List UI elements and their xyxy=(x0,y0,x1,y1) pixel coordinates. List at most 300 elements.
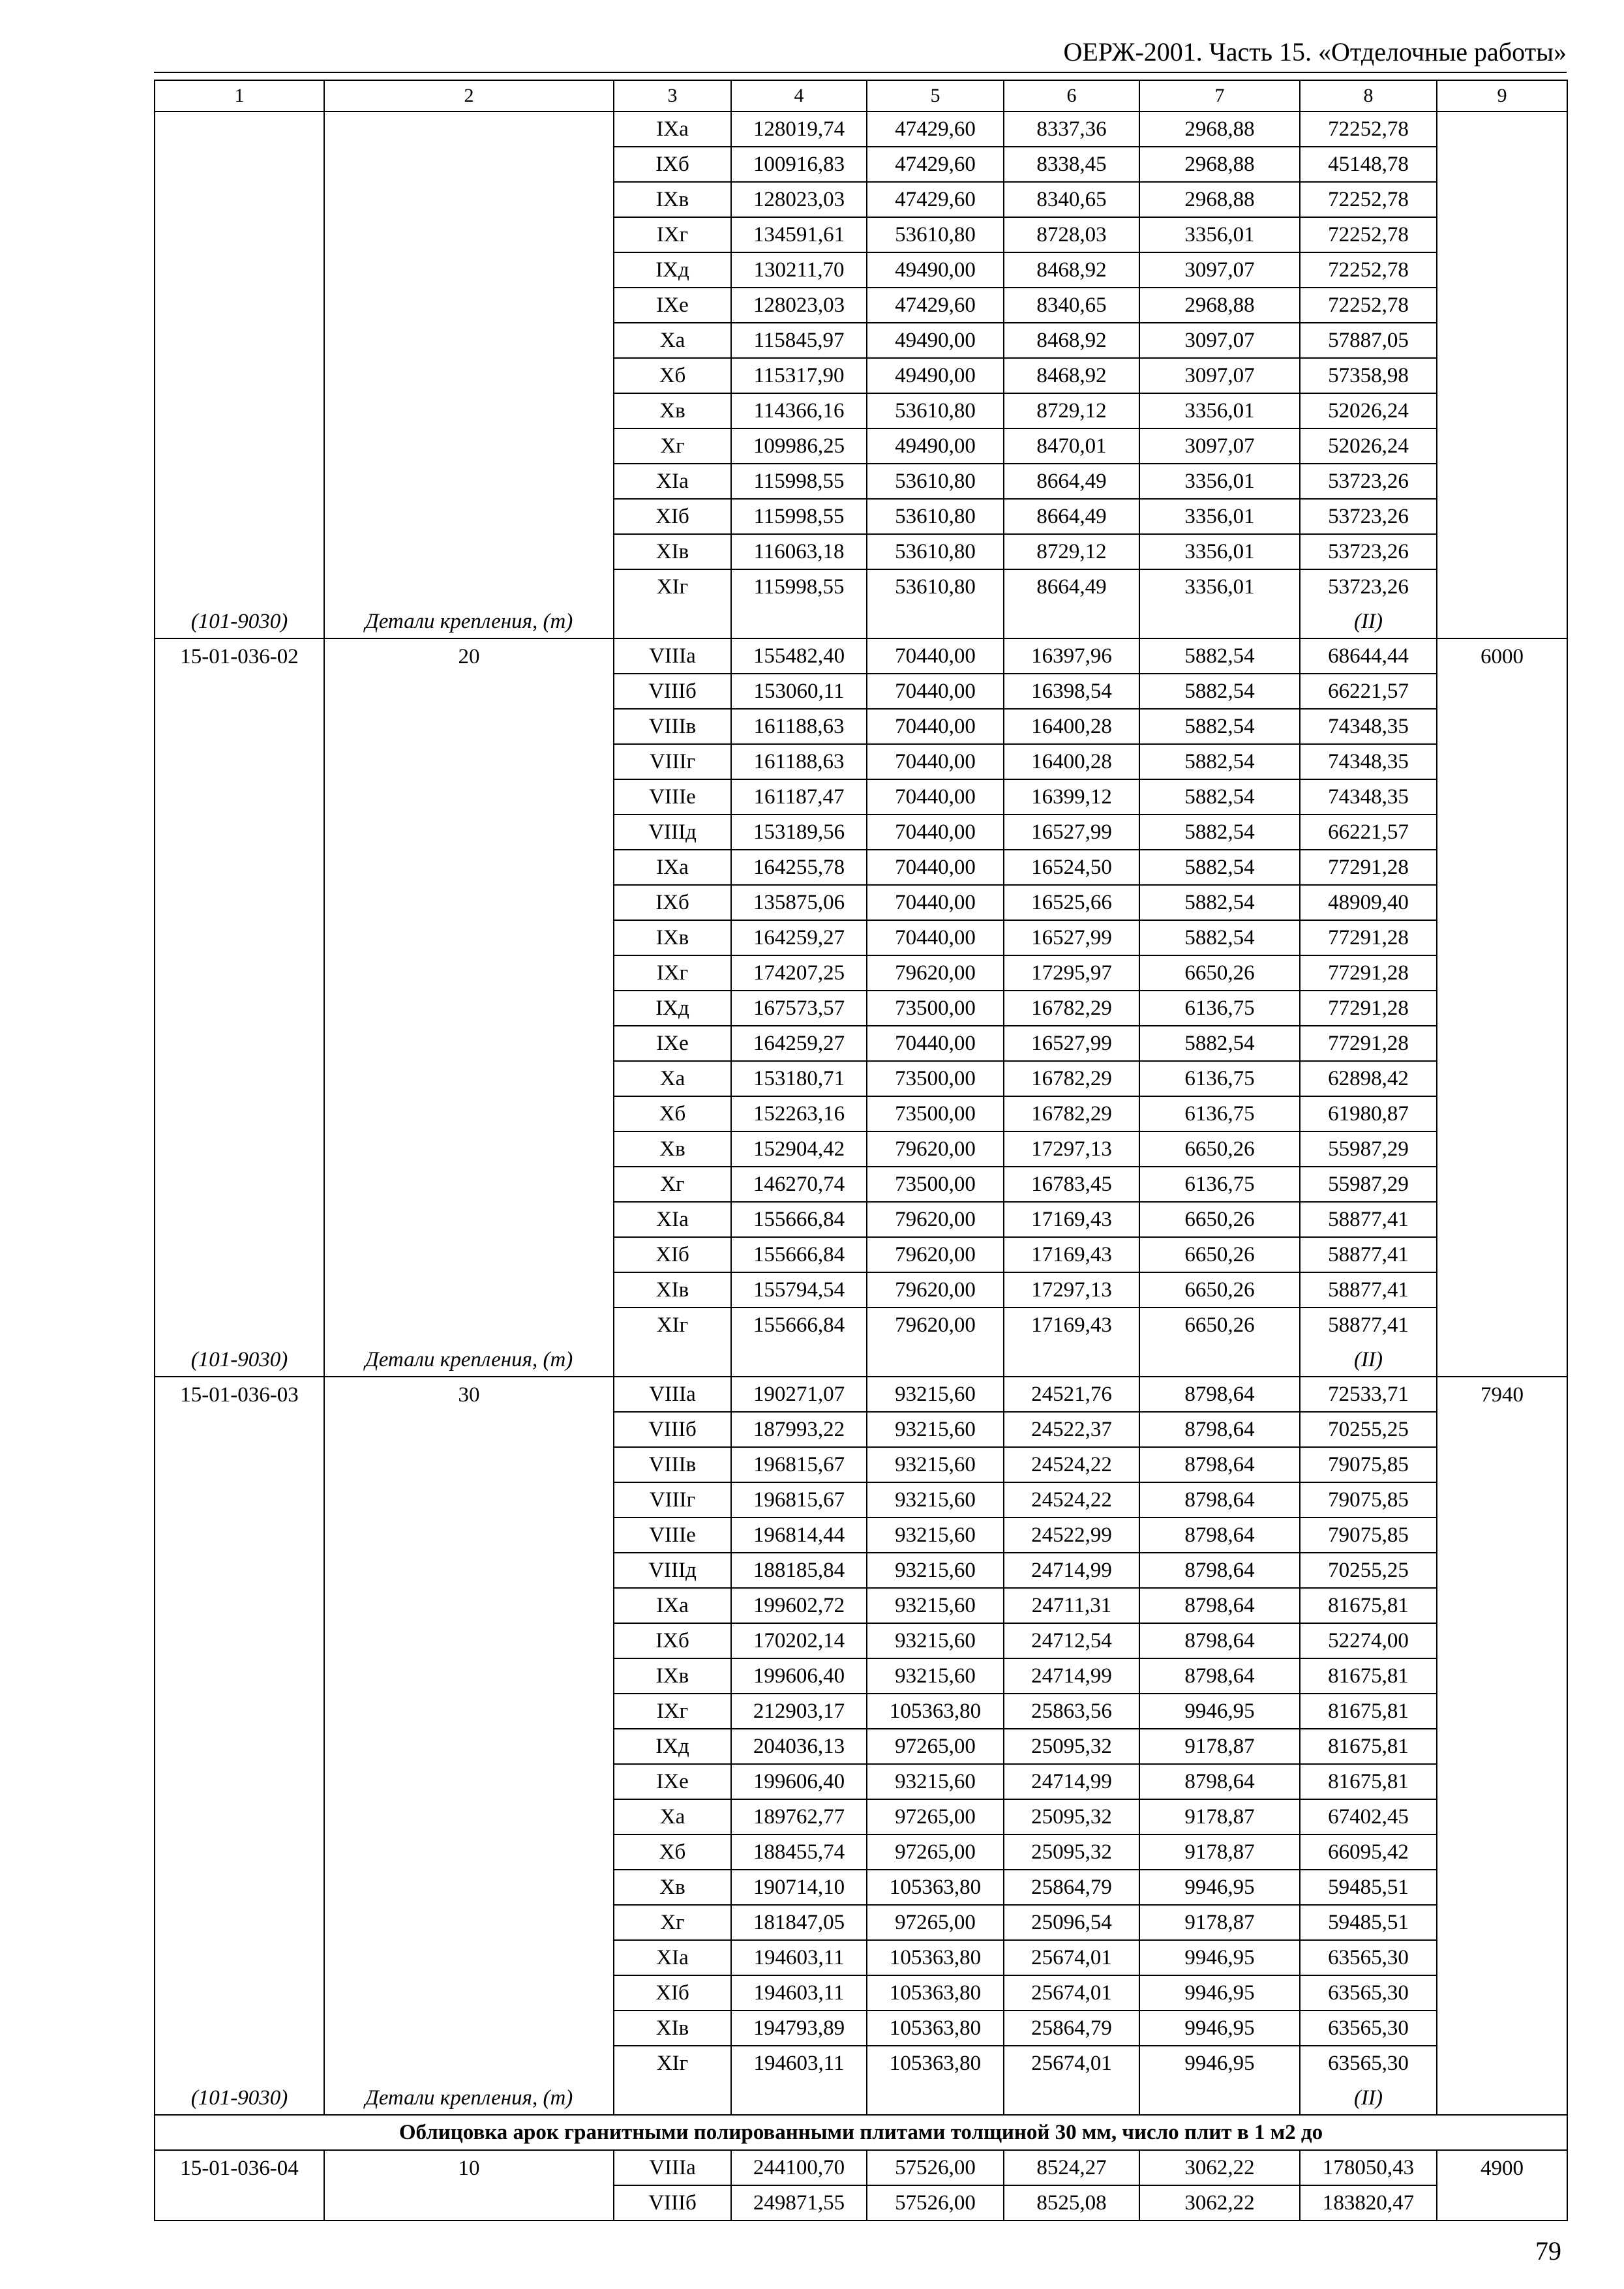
machine-cost: 8729,12 xyxy=(1004,534,1139,569)
param-value xyxy=(324,147,614,182)
machinist-wage: 2968,88 xyxy=(1139,182,1300,217)
rate-code xyxy=(155,1412,324,1447)
machine-cost: 8524,27 xyxy=(1004,2150,1139,2185)
labor-cost: 70440,00 xyxy=(867,709,1004,744)
material-cost: 53723,26 xyxy=(1300,534,1437,569)
rate-code xyxy=(155,1026,324,1061)
labor-hours xyxy=(1437,1272,1567,1308)
labor-cost: 70440,00 xyxy=(867,744,1004,779)
labor-cost: 53610,80 xyxy=(867,464,1004,499)
zone-class: XIв xyxy=(614,534,731,569)
rate-code xyxy=(155,112,324,147)
param-value: 20 xyxy=(324,638,614,674)
total-cost: 146270,74 xyxy=(731,1167,867,1202)
labor-cost: 70440,00 xyxy=(867,850,1004,885)
param-value xyxy=(324,955,614,991)
zone-class: VIIIб xyxy=(614,2185,731,2221)
labor-cost: 70440,00 xyxy=(867,674,1004,709)
total-cost: 153060,11 xyxy=(731,674,867,709)
labor-hours xyxy=(1437,1694,1567,1729)
total-cost: 199606,40 xyxy=(731,1764,867,1799)
rate-code xyxy=(155,464,324,499)
labor-cost: 70440,00 xyxy=(867,815,1004,850)
zone-class: XIг xyxy=(614,2046,731,2080)
zone-class: IXд xyxy=(614,991,731,1026)
total-cost: 114366,16 xyxy=(731,393,867,428)
labor-hours xyxy=(1437,112,1567,147)
material-cost: 58877,41 xyxy=(1300,1237,1437,1272)
total-cost: 164255,78 xyxy=(731,850,867,885)
zone-class: IXе xyxy=(614,1764,731,1799)
labor-cost: 105363,80 xyxy=(867,1975,1004,2011)
machine-cost: 25674,01 xyxy=(1004,1975,1139,2011)
empty-cell xyxy=(867,1342,1004,1377)
zone-class: VIIIг xyxy=(614,744,731,779)
machine-cost: 24522,37 xyxy=(1004,1412,1139,1447)
param-value xyxy=(324,1940,614,1975)
machinist-wage: 3097,07 xyxy=(1139,428,1300,464)
machine-cost: 17295,97 xyxy=(1004,955,1139,991)
machinist-wage: 8798,64 xyxy=(1139,1518,1300,1553)
material-cost: 81675,81 xyxy=(1300,1588,1437,1623)
zone-class: XIа xyxy=(614,1202,731,1237)
table-row xyxy=(155,393,1567,428)
param-value xyxy=(324,1061,614,1096)
machinist-wage: 3356,01 xyxy=(1139,464,1300,499)
machine-cost: 24714,99 xyxy=(1004,1658,1139,1694)
labor-cost: 105363,80 xyxy=(867,2011,1004,2046)
machinist-wage: 6650,26 xyxy=(1139,1202,1300,1237)
material-cost: 77291,28 xyxy=(1300,850,1437,885)
zone-class: IXв xyxy=(614,920,731,955)
zone-class: VIIIд xyxy=(614,815,731,850)
empty-cell xyxy=(1139,1342,1300,1377)
param-value xyxy=(324,252,614,288)
labor-hours xyxy=(1437,288,1567,323)
rate-code xyxy=(155,1623,324,1658)
labor-cost: 97265,00 xyxy=(867,1905,1004,1940)
material-cost: 62898,42 xyxy=(1300,1061,1437,1096)
machine-cost: 25095,32 xyxy=(1004,1834,1139,1870)
zone-class: VIIIд xyxy=(614,1553,731,1588)
total-cost: 155666,84 xyxy=(731,1308,867,1342)
table-row xyxy=(155,1588,1567,1623)
material-cost: 67402,45 xyxy=(1300,1799,1437,1834)
labor-hours xyxy=(1437,920,1567,955)
labor-cost: 53610,80 xyxy=(867,534,1004,569)
labor-hours xyxy=(1437,744,1567,779)
details-unit-class: (II) xyxy=(1300,604,1437,638)
zone-class: Xг xyxy=(614,1167,731,1202)
machine-cost: 25863,56 xyxy=(1004,1694,1139,1729)
total-cost: 115317,90 xyxy=(731,358,867,393)
labor-cost: 73500,00 xyxy=(867,1061,1004,1096)
rate-code xyxy=(155,1905,324,1940)
param-value xyxy=(324,1026,614,1061)
machine-cost: 16397,96 xyxy=(1004,638,1139,674)
machinist-wage: 3097,07 xyxy=(1139,323,1300,358)
total-cost: 164259,27 xyxy=(731,920,867,955)
rate-code xyxy=(155,1870,324,1905)
rate-code xyxy=(155,252,324,288)
total-cost: 188455,74 xyxy=(731,1834,867,1870)
material-cost: 81675,81 xyxy=(1300,1694,1437,1729)
param-value xyxy=(324,1764,614,1799)
total-cost: 189762,77 xyxy=(731,1799,867,1834)
table-row xyxy=(155,2046,1567,2080)
machinist-wage: 3097,07 xyxy=(1139,252,1300,288)
machine-cost: 17169,43 xyxy=(1004,1237,1139,1272)
labor-hours xyxy=(1437,182,1567,217)
total-cost: 174207,25 xyxy=(731,955,867,991)
machinist-wage: 9178,87 xyxy=(1139,1799,1300,1834)
labor-cost: 79620,00 xyxy=(867,1308,1004,1342)
zone-class: Xг xyxy=(614,428,731,464)
table-row xyxy=(155,1729,1567,1764)
column-number: 1 xyxy=(155,80,324,112)
machine-cost: 8468,92 xyxy=(1004,358,1139,393)
total-cost: 155666,84 xyxy=(731,1202,867,1237)
labor-cost: 47429,60 xyxy=(867,182,1004,217)
rate-code xyxy=(155,709,324,744)
rate-code xyxy=(155,779,324,815)
empty-cell xyxy=(614,1342,731,1377)
table-row xyxy=(155,358,1567,393)
labor-cost: 93215,60 xyxy=(867,1553,1004,1588)
machine-cost: 25095,32 xyxy=(1004,1799,1139,1834)
machinist-wage: 5882,54 xyxy=(1139,885,1300,920)
machinist-wage: 8798,64 xyxy=(1139,1447,1300,1482)
machinist-wage: 5882,54 xyxy=(1139,1026,1300,1061)
rate-code: 15-01-036-02 xyxy=(155,638,324,674)
material-cost: 72252,78 xyxy=(1300,252,1437,288)
price-table xyxy=(154,80,1568,2221)
material-cost: 58877,41 xyxy=(1300,1272,1437,1308)
rate-code xyxy=(155,815,324,850)
table-row xyxy=(155,1975,1567,2011)
labor-cost: 70440,00 xyxy=(867,1026,1004,1061)
machinist-wage: 9178,87 xyxy=(1139,1729,1300,1764)
rate-code xyxy=(155,358,324,393)
machine-cost: 8470,01 xyxy=(1004,428,1139,464)
rate-code xyxy=(155,288,324,323)
rate-code: 15-01-036-04 xyxy=(155,2150,324,2185)
labor-cost: 73500,00 xyxy=(867,1096,1004,1131)
param-value xyxy=(324,885,614,920)
material-cost: 61980,87 xyxy=(1300,1096,1437,1131)
material-cost: 59485,51 xyxy=(1300,1870,1437,1905)
material-cost: 53723,26 xyxy=(1300,499,1437,534)
table-row xyxy=(155,217,1567,252)
total-cost: 161187,47 xyxy=(731,779,867,815)
total-cost: 100916,83 xyxy=(731,147,867,182)
material-cost: 81675,81 xyxy=(1300,1658,1437,1694)
column-number: 4 xyxy=(731,80,867,112)
labor-cost: 57526,00 xyxy=(867,2185,1004,2221)
zone-class: VIIIг xyxy=(614,1482,731,1518)
empty-cell xyxy=(867,2080,1004,2115)
param-value xyxy=(324,1975,614,2011)
total-cost: 194603,11 xyxy=(731,1975,867,2011)
total-cost: 249871,55 xyxy=(731,2185,867,2221)
rate-code xyxy=(155,1694,324,1729)
material-cost: 74348,35 xyxy=(1300,709,1437,744)
zone-class: VIIIа xyxy=(614,1377,731,1412)
machinist-wage: 6136,75 xyxy=(1139,1061,1300,1096)
details-unit-class: (II) xyxy=(1300,1342,1437,1377)
total-cost: 190271,07 xyxy=(731,1377,867,1412)
table-row xyxy=(155,464,1567,499)
machinist-wage: 6650,26 xyxy=(1139,1272,1300,1308)
param-value xyxy=(324,1096,614,1131)
machine-cost: 25674,01 xyxy=(1004,2046,1139,2080)
labor-cost: 53610,80 xyxy=(867,499,1004,534)
labor-hours xyxy=(1437,2011,1567,2046)
zone-class: Xг xyxy=(614,1905,731,1940)
param-value xyxy=(324,920,614,955)
empty-cell xyxy=(731,2080,867,2115)
empty-cell xyxy=(1437,1342,1567,1377)
machine-cost: 17169,43 xyxy=(1004,1202,1139,1237)
labor-hours xyxy=(1437,674,1567,709)
labor-hours xyxy=(1437,1729,1567,1764)
rate-code xyxy=(155,1131,324,1167)
material-cost: 77291,28 xyxy=(1300,991,1437,1026)
table-row xyxy=(155,569,1567,604)
machinist-wage: 2968,88 xyxy=(1139,288,1300,323)
machine-cost: 16782,29 xyxy=(1004,1096,1139,1131)
labor-cost: 97265,00 xyxy=(867,1729,1004,1764)
machinist-wage: 8798,64 xyxy=(1139,1553,1300,1588)
labor-hours xyxy=(1437,1834,1567,1870)
material-cost: 77291,28 xyxy=(1300,920,1437,955)
total-cost: 196815,67 xyxy=(731,1482,867,1518)
param-value xyxy=(324,1623,614,1658)
labor-hours xyxy=(1437,147,1567,182)
zone-class: IXг xyxy=(614,955,731,991)
labor-cost: 73500,00 xyxy=(867,1167,1004,1202)
table-row xyxy=(155,1870,1567,1905)
labor-cost: 93215,60 xyxy=(867,1658,1004,1694)
labor-cost: 105363,80 xyxy=(867,1940,1004,1975)
material-cost: 66221,57 xyxy=(1300,815,1437,850)
zone-class: IXг xyxy=(614,217,731,252)
total-cost: 155666,84 xyxy=(731,1237,867,1272)
machinist-wage: 6650,26 xyxy=(1139,1237,1300,1272)
table-row xyxy=(155,1412,1567,1447)
rate-code xyxy=(155,1940,324,1975)
machinist-wage: 9946,95 xyxy=(1139,1975,1300,2011)
zone-class: IXе xyxy=(614,1026,731,1061)
column-number: 8 xyxy=(1300,80,1437,112)
labor-hours xyxy=(1437,2046,1567,2080)
zone-class: VIIIа xyxy=(614,2150,731,2185)
labor-cost: 93215,60 xyxy=(867,1588,1004,1623)
labor-cost: 97265,00 xyxy=(867,1799,1004,1834)
total-cost: 167573,57 xyxy=(731,991,867,1026)
zone-class: Xб xyxy=(614,1834,731,1870)
table-row xyxy=(155,1447,1567,1482)
machine-cost: 16527,99 xyxy=(1004,920,1139,955)
rate-code xyxy=(155,1237,324,1272)
total-cost: 152263,16 xyxy=(731,1096,867,1131)
material-cost: 59485,51 xyxy=(1300,1905,1437,1940)
material-cost: 52026,24 xyxy=(1300,428,1437,464)
machine-cost: 24714,99 xyxy=(1004,1553,1139,1588)
table-row xyxy=(155,1482,1567,1518)
machinist-wage: 8798,64 xyxy=(1139,1658,1300,1694)
machine-cost: 8664,49 xyxy=(1004,499,1139,534)
running-header: ОЕРЖ-2001. Часть 15. «Отделочные работы» xyxy=(1063,37,1567,67)
material-cost: 79075,85 xyxy=(1300,1518,1437,1553)
material-cost: 48909,40 xyxy=(1300,885,1437,920)
machine-cost: 8664,49 xyxy=(1004,464,1139,499)
machine-cost: 24522,99 xyxy=(1004,1518,1139,1553)
param-value xyxy=(324,569,614,604)
labor-hours xyxy=(1437,252,1567,288)
labor-hours xyxy=(1437,815,1567,850)
rate-code xyxy=(155,1482,324,1518)
machine-cost: 24524,22 xyxy=(1004,1482,1139,1518)
param-value xyxy=(324,991,614,1026)
total-cost: 153180,71 xyxy=(731,1061,867,1096)
empty-cell xyxy=(1139,604,1300,638)
labor-cost: 93215,60 xyxy=(867,1447,1004,1482)
labor-cost: 49490,00 xyxy=(867,358,1004,393)
labor-cost: 70440,00 xyxy=(867,920,1004,955)
table-row xyxy=(155,2011,1567,2046)
rate-code xyxy=(155,1799,324,1834)
param-value xyxy=(324,1518,614,1553)
material-cost: 70255,25 xyxy=(1300,1412,1437,1447)
column-number: 6 xyxy=(1004,80,1139,112)
details-code: (101-9030) xyxy=(155,2080,324,2115)
total-cost: 128019,74 xyxy=(731,112,867,147)
rate-code xyxy=(155,674,324,709)
param-value xyxy=(324,288,614,323)
labor-cost: 47429,60 xyxy=(867,112,1004,147)
total-cost: 128023,03 xyxy=(731,288,867,323)
labor-cost: 53610,80 xyxy=(867,217,1004,252)
zone-class: IXб xyxy=(614,147,731,182)
labor-hours xyxy=(1437,850,1567,885)
machine-cost: 8338,45 xyxy=(1004,147,1139,182)
details-code: (101-9030) xyxy=(155,604,324,638)
param-value xyxy=(324,534,614,569)
column-number: 9 xyxy=(1437,80,1567,112)
total-cost: 196814,44 xyxy=(731,1518,867,1553)
zone-class: Xв xyxy=(614,393,731,428)
empty-cell xyxy=(614,604,731,638)
table-row xyxy=(155,779,1567,815)
rate-code xyxy=(155,2046,324,2080)
machinist-wage: 5882,54 xyxy=(1139,709,1300,744)
param-value xyxy=(324,1412,614,1447)
machine-cost: 8468,92 xyxy=(1004,252,1139,288)
page-number: 79 xyxy=(1535,2236,1561,2266)
empty-cell xyxy=(867,604,1004,638)
material-cost: 81675,81 xyxy=(1300,1729,1437,1764)
total-cost: 244100,70 xyxy=(731,2150,867,2185)
param-value xyxy=(324,1447,614,1482)
zone-class: VIIIб xyxy=(614,1412,731,1447)
material-cost: 63565,30 xyxy=(1300,1975,1437,2011)
machinist-wage: 9946,95 xyxy=(1139,1870,1300,1905)
column-number-row xyxy=(155,80,1567,112)
table-row xyxy=(155,147,1567,182)
labor-hours xyxy=(1437,779,1567,815)
total-cost: 115845,97 xyxy=(731,323,867,358)
labor-hours xyxy=(1437,709,1567,744)
table-row xyxy=(155,815,1567,850)
labor-hours xyxy=(1437,428,1567,464)
zone-class: VIIIе xyxy=(614,779,731,815)
zone-class: Xв xyxy=(614,1870,731,1905)
material-cost: 63565,30 xyxy=(1300,2046,1437,2080)
labor-cost: 49490,00 xyxy=(867,428,1004,464)
labor-cost: 105363,80 xyxy=(867,2046,1004,2080)
rate-code xyxy=(155,323,324,358)
section-heading: Облицовка арок гранитными полированными плитами толщиной 30 мм, число плит в 1 м2 до xyxy=(155,2115,1567,2150)
machine-cost: 16782,29 xyxy=(1004,991,1139,1026)
machine-cost: 25096,54 xyxy=(1004,1905,1139,1940)
zone-class: XIг xyxy=(614,1308,731,1342)
table-row xyxy=(155,323,1567,358)
labor-hours xyxy=(1437,1658,1567,1694)
machinist-wage: 5882,54 xyxy=(1139,920,1300,955)
labor-cost: 73500,00 xyxy=(867,991,1004,1026)
table-row xyxy=(155,1834,1567,1870)
table-row xyxy=(155,534,1567,569)
material-cost: 53723,26 xyxy=(1300,464,1437,499)
labor-hours xyxy=(1437,1905,1567,1940)
table-row xyxy=(155,252,1567,288)
table-row xyxy=(155,1764,1567,1799)
details-row xyxy=(155,2080,1567,2115)
param-value xyxy=(324,217,614,252)
machinist-wage: 3356,01 xyxy=(1139,569,1300,604)
rate-code xyxy=(155,499,324,534)
labor-cost: 105363,80 xyxy=(867,1694,1004,1729)
machinist-wage: 3356,01 xyxy=(1139,534,1300,569)
param-value xyxy=(324,464,614,499)
table-row xyxy=(155,1940,1567,1975)
labor-hours xyxy=(1437,2185,1567,2221)
labor-hours xyxy=(1437,393,1567,428)
machinist-wage: 6650,26 xyxy=(1139,1308,1300,1342)
labor-hours xyxy=(1437,1308,1567,1342)
labor-cost: 70440,00 xyxy=(867,885,1004,920)
table-row xyxy=(155,1026,1567,1061)
rate-code xyxy=(155,1272,324,1308)
param-value xyxy=(324,1588,614,1623)
machinist-wage: 6136,75 xyxy=(1139,1167,1300,1202)
table-row xyxy=(155,1308,1567,1342)
total-cost: 187993,22 xyxy=(731,1412,867,1447)
empty-cell xyxy=(1004,604,1139,638)
labor-hours xyxy=(1437,1799,1567,1834)
machinist-wage: 5882,54 xyxy=(1139,850,1300,885)
machine-cost: 8525,08 xyxy=(1004,2185,1139,2221)
zone-class: IXв xyxy=(614,182,731,217)
table-row xyxy=(155,885,1567,920)
machine-cost: 24714,99 xyxy=(1004,1764,1139,1799)
total-cost: 164259,27 xyxy=(731,1026,867,1061)
rate-code xyxy=(155,1975,324,2011)
zone-class: Xб xyxy=(614,1096,731,1131)
empty-cell xyxy=(731,1342,867,1377)
material-cost: 57358,98 xyxy=(1300,358,1437,393)
